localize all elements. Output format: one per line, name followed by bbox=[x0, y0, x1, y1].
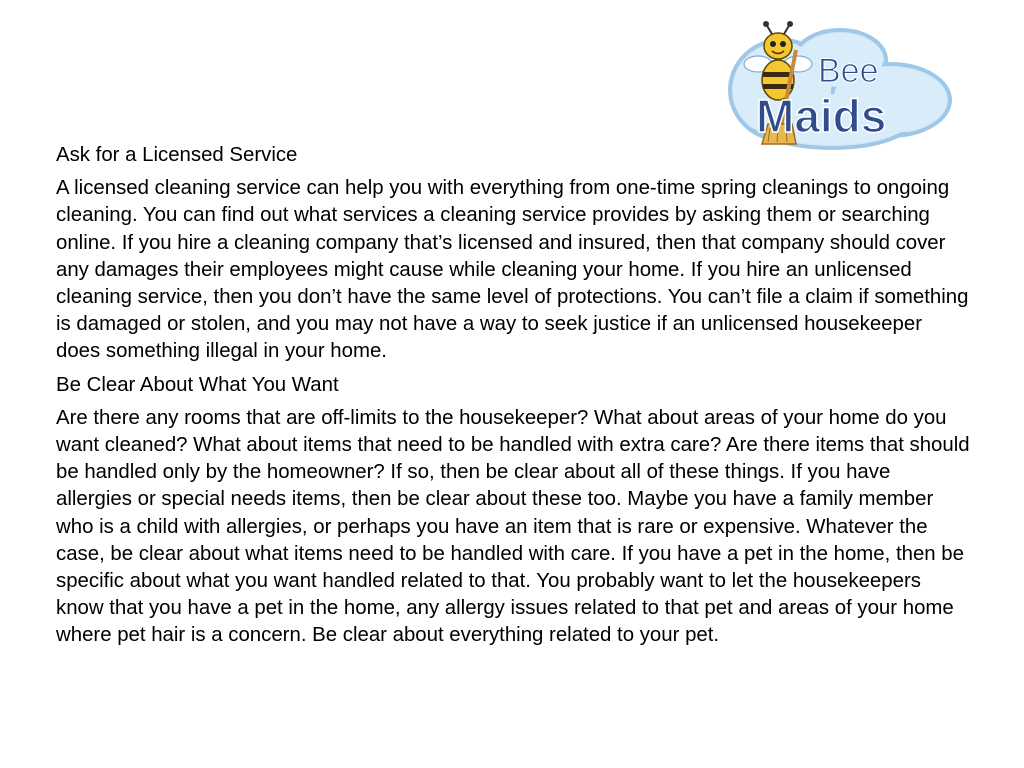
logo-word-top: Bee bbox=[818, 52, 879, 90]
logo-word-bottom: Maids bbox=[756, 90, 887, 142]
article-content bbox=[56, 142, 971, 656]
section-body-licensed: A licensed cleaning service can help you with everything from one-time spring cleanings to ongoing cleaning. You can find out what services a cleaning service provides by asking them or searching online. If you hire a cleaning company that’s licensed and insured, then that company should cover any damages their employees might cause while cleaning your home. If you hire an unlicensed cleaning service, then you don’t have the same level of protections. You can’t file a claim if something is damaged or stolen, and you may not have a way to seek justice if an unlicensed housekeeper does something illegal in your home. bbox=[56, 177, 969, 363]
section-body-clear: Are there any rooms that are off-limits to the housekeeper? What about areas of your home do you want cleaned? What about items that need to be handled with extra care? Are there items that should be handled only by the homeowner? If so, then be clear about all of these things. If you have allergies or special needs items, then be clear about these too. Maybe you have a family member who is a child with allergies, or perhaps you have an item that is rare or expensive. Whatever the case, be clear about what items need to be handled with care. If you have a pet in the home, then be specific about what you want handled related to that. You probably want to let the housekeepers know that you have a pet in the home, any allergy issues related to that pet and areas of your home where pet hair is a concern. Be clear about everything related to your pet. bbox=[56, 406, 970, 647]
section-heading-licensed: Ask for a Licensed Service bbox=[56, 144, 298, 166]
bee-maids-logo bbox=[722, 20, 954, 152]
section-heading-clear: Be Clear About What You Want bbox=[56, 373, 339, 396]
